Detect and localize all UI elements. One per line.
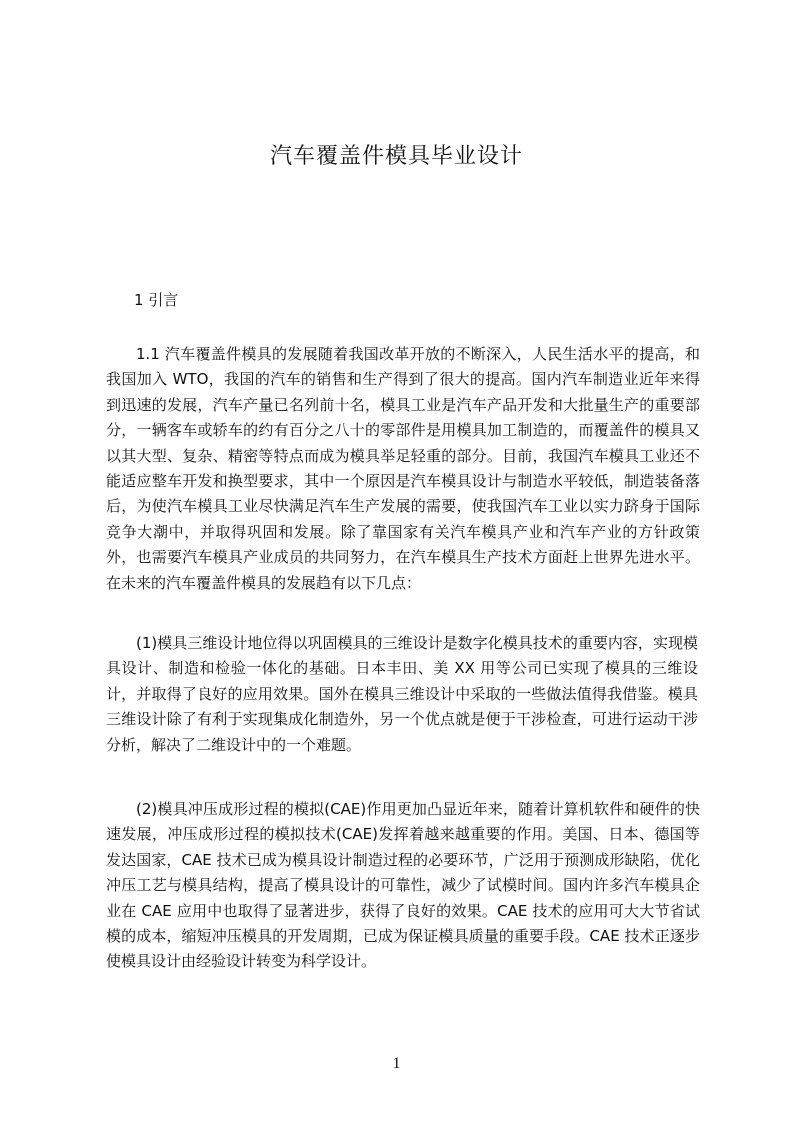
document-title: 汽车覆盖件模具毕业设计 xyxy=(269,144,523,169)
paragraph-development-overview: 1.1 汽车覆盖件模具的发展随着我国改革开放的不断深入，人民生活水平的提高，和我国加入 WTO，我国的汽车的销售和生产得到了很大的提高。国内汽车制造业近年来得到迅速的发展，汽车产量已名列前十名，模具工业是汽车产品开发和大批量生产的重要部分，一辆客车或轿车的约有百分之八十的零部件是用模具加工制造的，而覆盖件的模具又以其大型、复杂、精密等特点而成为模具举足轻重的部分。目前，我国汽车模具工业还不能适应整车开发和换型要求，其中一个原因是汽车模具设计与制造水平较低，制造装备落后，为使汽车模具工业尽快满足汽车生产发展的需要，使我国汽车工业以实力跻身于国际竞争大潮中，并取得巩固和发展。除了靠国家有关汽车模具产业和汽车产业的方针政策外，也需要汽车模具产业成员的共同努力，在汽车模具生产技术方面赶上世界先进水平。在未来的汽车覆盖件模具的发展趋有以下几点： xyxy=(106,345,700,592)
paragraph-3d-design: (1)模具三维设计地位得以巩固模具的三维设计是数字化模具技术的重要内容，实现模具设计、制造和检验一体化的基础。日本丰田、美 XX 用等公司已实现了模具的三维设计，并取得了良好的应用效果。国外在模具三维设计中采取的一些做法值得我借鉴。模具三维设计除了有利于实现集成化制造外，另一个优点就是便于干涉检查，可进行运动干涉分析，解决了二维设计中的一个难题。 xyxy=(106,634,698,754)
paragraph-cae-simulation: (2)模具冲压成形过程的模拟(CAE)作用更加凸显近年来，随着计算机软件和硬件的快速发展，冲压成形过程的模拟技术(CAE)发挥着越来越重要的作用。美国、日本、德国等发达国家，CAE 技术已成为模具设计制造过程的必要环节，广泛用于预测成形缺陷，优化冲压工艺与模具结构，提高了模具设计的可靠性，减少了试模时间。国内许多汽车模具企业在 CAE 应用中也取得了显著进步，获得了良好的效果。CAE 技术的应用可大大节省试模的成本，缩短冲压模具的开发周期，已成为保证模具质量的重要手段。CAE 技术正逐步使模具设计由经验设计转变为科学设计。 xyxy=(106,800,700,971)
page-number: 1 xyxy=(392,1055,401,1072)
section-heading-introduction: 1 引言 xyxy=(134,291,179,309)
